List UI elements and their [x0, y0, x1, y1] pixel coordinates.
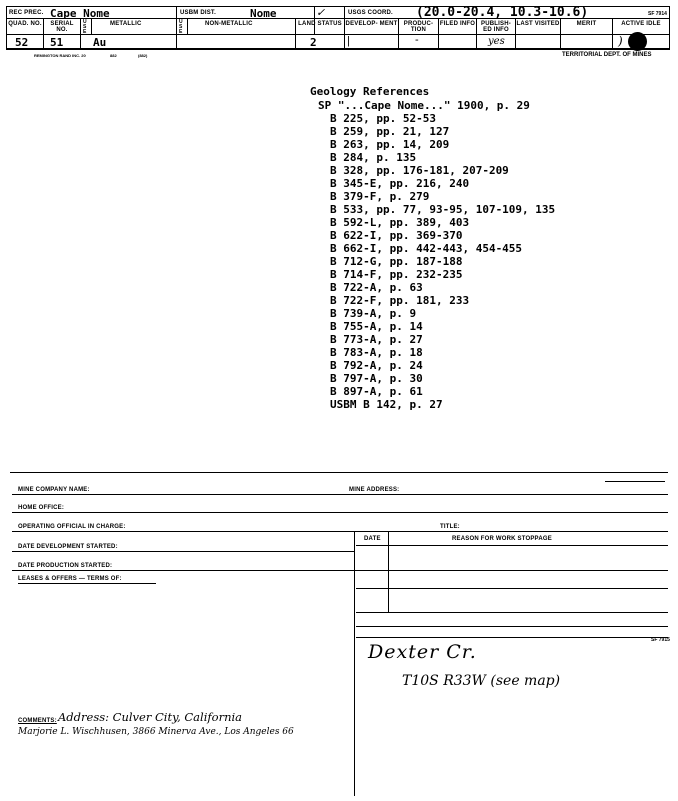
mine-company-name-label: MINE COMPANY NAME: — [18, 487, 90, 493]
col-filed-info: FILED INFO — [439, 21, 476, 27]
leases-offers-label: LEASES & OFFERS — TERMS OF: — [18, 576, 122, 582]
reason-work-stoppage-label: REASON FOR WORK STOPPAGE — [452, 536, 552, 542]
rec-prec-label: REC PREC. — [9, 10, 44, 16]
comments-contact: Marjorie L. Wischhusen, 3866 Minerva Ave., Los Angeles 66 — [18, 727, 294, 737]
col-metallic: METALLIC — [110, 21, 142, 27]
form-number-2: SF 7915 — [651, 637, 670, 643]
col-land-status: LAND STATUS — [298, 21, 342, 27]
reference-line: B 263, pp. 14, 209 — [330, 138, 450, 151]
value-development: | — [347, 35, 350, 47]
col-active-idle: ACTIVE IDLE — [621, 21, 661, 27]
reference-line: B 622-I, pp. 369-370 — [330, 229, 463, 242]
form-number: SF 7914 — [648, 11, 667, 17]
reference-line: B 722-F, pp. 181, 233 — [330, 294, 470, 307]
col-production: PRODUC- TION — [403, 21, 434, 33]
value-production: - — [415, 34, 419, 46]
usgs-coord-value: (20.0-20.4, 10.3-10.6) — [416, 5, 589, 20]
col-quad-no: QUAD. NO. — [8, 21, 42, 27]
printer-line: REMINGTON RAND INC. 20 — [34, 53, 86, 58]
printer-code: 882 — [110, 53, 117, 58]
value-serial-no: 51 — [50, 36, 64, 49]
title-label: TITLE: — [440, 524, 460, 530]
date-production-started-label: DATE PRODUCTION STARTED: — [18, 563, 113, 569]
date-col-label: DATE — [364, 536, 381, 542]
reference-line: B 739-A, p. 9 — [330, 307, 417, 320]
usbm-dist-label: USBM DIST. — [180, 10, 217, 16]
checkmark-icon: ✓ — [316, 6, 326, 19]
reference-line: B 662-I, pp. 442-443, 454-455 — [330, 242, 523, 255]
printer-paren: (882) — [138, 53, 148, 58]
reference-line: B 328, pp. 176-181, 207-209 — [330, 164, 509, 177]
divider-top — [10, 472, 668, 473]
reference-line: SP "...Cape Nome..." 1900, p. 29 — [318, 99, 530, 112]
divider-stub — [605, 481, 665, 482]
value-metallic: Au — [93, 36, 107, 49]
col-last-visited: LAST VISITED — [516, 21, 560, 27]
reference-line: B 345-E, pp. 216, 240 — [330, 177, 470, 190]
value-quad-no: 52 — [15, 36, 29, 49]
reference-line: B 284, p. 135 — [330, 151, 417, 164]
col-published-info: PUBLISH- ED INFO — [481, 21, 511, 33]
handwritten-dexter-creek: Dexter Cr. — [368, 641, 477, 663]
comments-address: Address: Culver City, California — [58, 710, 243, 724]
form-center-divider — [354, 531, 355, 796]
reference-line: USBM B 142, p. 27 — [330, 398, 443, 411]
usbm-dist-value: Nome — [250, 7, 277, 20]
reference-line: B 773-A, p. 27 — [330, 333, 423, 346]
reference-line: B 897-A, p. 61 — [330, 385, 423, 398]
reference-line: B 797-A, p. 30 — [330, 372, 423, 385]
col-merit: MERIT — [576, 21, 597, 27]
reference-line: B 592-L, pp. 389, 403 — [330, 216, 470, 229]
punch-hole — [628, 32, 647, 51]
reference-line: B 712-G, pp. 187-188 — [330, 255, 463, 268]
reference-line: B 755-A, p. 14 — [330, 320, 423, 333]
value-published-info: yes — [488, 36, 505, 47]
col-use-nonmetallic: U S E — [179, 19, 183, 35]
col-use-metallic: U S E — [83, 19, 87, 35]
reference-line: B 783-A, p. 18 — [330, 346, 423, 359]
comments-label: COMMENTS: — [18, 718, 57, 724]
reference-line: B 722-A, p. 63 — [330, 281, 423, 294]
agency-label: TERRITORIAL DEPT. OF MINES — [562, 52, 652, 58]
col-development: DEVELOP- MENT — [345, 21, 398, 27]
value-idle-mark: ) — [618, 34, 623, 48]
usgs-coord-label: USGS COORD. — [348, 10, 393, 16]
value-land-status: 2 — [310, 36, 317, 49]
reference-line: B 533, pp. 77, 93-95, 107-109, 135 — [330, 203, 556, 216]
reference-line: B 259, pp. 21, 127 — [330, 125, 450, 138]
reference-line: B 379-F, p. 279 — [330, 190, 430, 203]
rec-prec-value: Cape Nome — [50, 7, 110, 20]
col-non-metallic: NON-METALLIC — [205, 21, 253, 27]
operating-official-label: OPERATING OFFICIAL IN CHARGE: — [18, 524, 126, 530]
reference-line: B 225, pp. 52-53 — [330, 112, 436, 125]
home-office-label: HOME OFFICE: — [18, 505, 65, 511]
geology-heading: Geology References — [310, 85, 430, 98]
mine-address-label: MINE ADDRESS: — [349, 487, 400, 493]
col-serial-no: SERIAL NO. — [50, 21, 74, 33]
handwritten-township-range: T10S R33W (see map) — [402, 673, 561, 689]
date-development-started-label: DATE DEVELOPMENT STARTED: — [18, 544, 118, 550]
reference-line: B 714-F, pp. 232-235 — [330, 268, 463, 281]
reference-line: B 792-A, p. 24 — [330, 359, 423, 372]
